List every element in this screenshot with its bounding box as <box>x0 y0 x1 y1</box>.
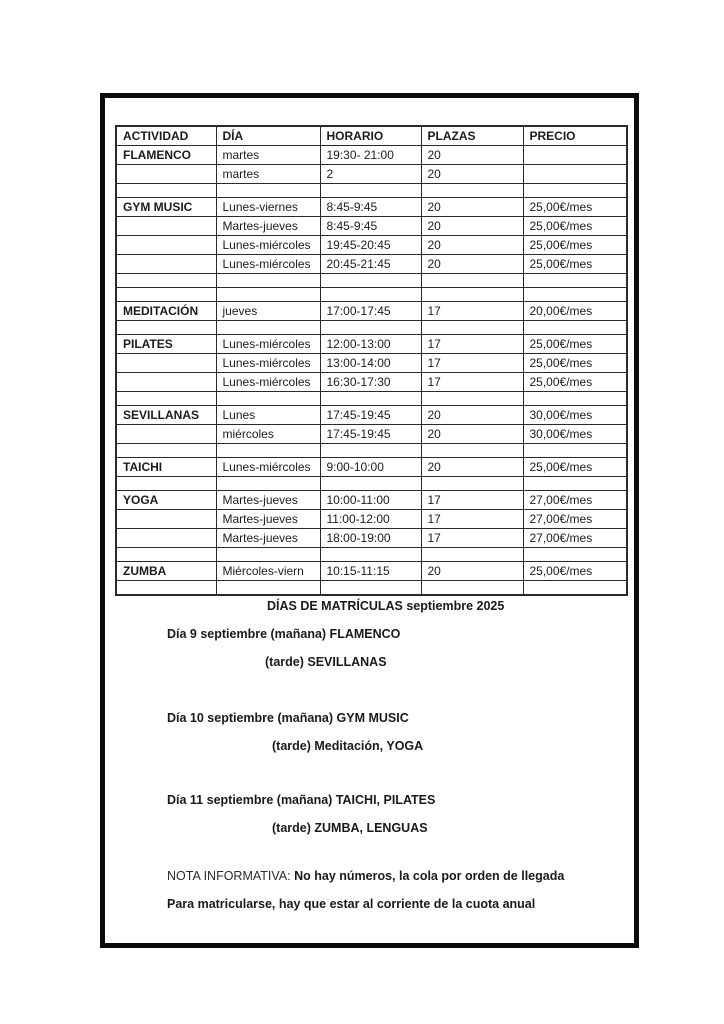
table-row <box>116 335 627 354</box>
table-cell: YOGA <box>116 491 216 510</box>
table-cell: Martes-jueves <box>216 529 320 548</box>
table-cell: 2 <box>320 165 421 184</box>
table-cell: Martes-jueves <box>216 510 320 529</box>
table-cell: Lunes-miércoles <box>216 335 320 354</box>
table-cell: 8:45-9:45 <box>320 217 421 236</box>
document-border-frame <box>100 93 639 948</box>
table-cell <box>523 184 627 198</box>
table-row <box>116 146 627 165</box>
table-row <box>116 236 627 255</box>
table-cell <box>116 548 216 562</box>
schedule-table-body <box>116 146 627 596</box>
table-cell: 20,00€/mes <box>523 302 627 321</box>
table-cell: 17 <box>421 302 523 321</box>
table-cell <box>216 392 320 406</box>
table-cell: Lunes-miércoles <box>216 458 320 477</box>
table-cell <box>523 146 627 165</box>
table-cell <box>320 184 421 198</box>
enrollment-requirement-note: Para matricularse, hay que estar al corriente de la cuota anual <box>167 897 536 911</box>
table-cell <box>116 236 216 255</box>
note-prefix: NOTA INFORMATIVA: <box>167 869 295 883</box>
table-header-row <box>116 126 627 146</box>
table-cell <box>216 321 320 335</box>
table-row <box>116 302 627 321</box>
table-cell <box>116 217 216 236</box>
table-cell: 27,00€/mes <box>523 510 627 529</box>
table-cell: Lunes-miércoles <box>216 255 320 274</box>
table-cell <box>421 477 523 491</box>
table-cell <box>116 444 216 458</box>
table-cell <box>320 444 421 458</box>
table-cell: 17:45-19:45 <box>320 425 421 444</box>
enrollment-day10-afternoon: (tarde) Meditación, YOGA <box>272 739 424 753</box>
table-cell: 11:00-12:00 <box>320 510 421 529</box>
table-cell <box>116 425 216 444</box>
header-actividad: ACTIVIDAD <box>116 126 216 146</box>
table-row <box>116 165 627 184</box>
table-cell <box>216 444 320 458</box>
table-cell <box>216 184 320 198</box>
table-cell: 25,00€/mes <box>523 217 627 236</box>
informative-note <box>167 869 564 884</box>
enrollment-title: DÍAS DE MATRÍCULAS septiembre 2025 <box>267 599 505 613</box>
table-cell: SEVILLANAS <box>116 406 216 425</box>
table-cell: Lunes-miércoles <box>216 236 320 255</box>
table-row <box>116 255 627 274</box>
table-row <box>116 274 627 288</box>
table-cell <box>116 354 216 373</box>
table-cell: 25,00€/mes <box>523 458 627 477</box>
table-cell: 12:00-13:00 <box>320 335 421 354</box>
table-cell: Lunes <box>216 406 320 425</box>
table-cell: 20 <box>421 458 523 477</box>
table-cell <box>421 288 523 302</box>
table-cell: 20:45-21:45 <box>320 255 421 274</box>
table-row <box>116 529 627 548</box>
table-cell: 17 <box>421 335 523 354</box>
table-cell: 20 <box>421 165 523 184</box>
table-cell: 8:45-9:45 <box>320 198 421 217</box>
table-cell <box>320 288 421 302</box>
table-cell <box>216 274 320 288</box>
table-row <box>116 510 627 529</box>
table-cell <box>116 392 216 406</box>
table-cell <box>116 184 216 198</box>
table-row <box>116 491 627 510</box>
header-precio: PRECIO <box>523 126 627 146</box>
table-cell: 27,00€/mes <box>523 491 627 510</box>
table-cell: 17:00-17:45 <box>320 302 421 321</box>
table-cell <box>116 529 216 548</box>
table-cell <box>421 444 523 458</box>
table-row <box>116 373 627 392</box>
table-cell <box>421 581 523 596</box>
table-cell <box>216 548 320 562</box>
table-cell: 17:45-19:45 <box>320 406 421 425</box>
table-row <box>116 184 627 198</box>
table-cell: 20 <box>421 255 523 274</box>
table-cell <box>421 321 523 335</box>
header-plazas: PLAZAS <box>421 126 523 146</box>
enrollment-day11-afternoon: (tarde) ZUMBA, LENGUAS <box>272 821 428 835</box>
enrollment-day10-morning: Día 10 septiembre (mañana) GYM MUSIC <box>167 711 409 725</box>
table-cell: 25,00€/mes <box>523 255 627 274</box>
table-cell: GYM MUSIC <box>116 198 216 217</box>
schedule-table <box>115 125 628 596</box>
table-cell: 20 <box>421 406 523 425</box>
table-cell: 17 <box>421 354 523 373</box>
header-dia: DÍA <box>216 126 320 146</box>
table-cell: Lunes-miércoles <box>216 354 320 373</box>
table-row <box>116 562 627 581</box>
table-row <box>116 288 627 302</box>
table-cell: PILATES <box>116 335 216 354</box>
table-row <box>116 458 627 477</box>
table-cell: 27,00€/mes <box>523 529 627 548</box>
table-row <box>116 217 627 236</box>
table-row <box>116 581 627 596</box>
table-cell <box>216 477 320 491</box>
table-cell: martes <box>216 146 320 165</box>
table-cell <box>116 288 216 302</box>
table-cell <box>523 321 627 335</box>
table-cell <box>523 581 627 596</box>
table-cell: Martes-jueves <box>216 217 320 236</box>
enrollment-day9-afternoon: (tarde) SEVILLANAS <box>265 655 387 669</box>
table-cell: FLAMENCO <box>116 146 216 165</box>
table-cell: 17 <box>421 529 523 548</box>
table-cell: 20 <box>421 198 523 217</box>
table-cell <box>421 274 523 288</box>
table-cell: 16:30-17:30 <box>320 373 421 392</box>
enrollment-day9-morning: Día 9 septiembre (mañana) FLAMENCO <box>167 627 401 641</box>
table-row <box>116 392 627 406</box>
table-cell: TAICHI <box>116 458 216 477</box>
table-cell: 19:45-20:45 <box>320 236 421 255</box>
table-cell: 25,00€/mes <box>523 335 627 354</box>
table-cell: 10:15-11:15 <box>320 562 421 581</box>
table-cell: MEDITACIÓN <box>116 302 216 321</box>
table-row <box>116 477 627 491</box>
table-cell <box>320 321 421 335</box>
table-cell: 19:30- 21:00 <box>320 146 421 165</box>
table-cell: 20 <box>421 236 523 255</box>
table-cell <box>116 255 216 274</box>
table-row <box>116 444 627 458</box>
table-cell: 17 <box>421 491 523 510</box>
table-cell <box>320 581 421 596</box>
table-row <box>116 321 627 335</box>
table-cell: 17 <box>421 373 523 392</box>
table-cell: 25,00€/mes <box>523 562 627 581</box>
table-cell <box>320 477 421 491</box>
table-row <box>116 354 627 373</box>
table-cell: 20 <box>421 562 523 581</box>
table-cell: miércoles <box>216 425 320 444</box>
table-cell: 17 <box>421 510 523 529</box>
table-cell <box>523 548 627 562</box>
table-cell: 9:00-10:00 <box>320 458 421 477</box>
table-row <box>116 425 627 444</box>
table-cell <box>523 444 627 458</box>
table-cell <box>523 165 627 184</box>
table-cell <box>116 165 216 184</box>
table-cell: Lunes-viernes <box>216 198 320 217</box>
table-cell <box>116 274 216 288</box>
table-cell <box>320 548 421 562</box>
table-cell: 18:00-19:00 <box>320 529 421 548</box>
table-cell: 25,00€/mes <box>523 236 627 255</box>
note-highlight: No hay números, la cola por orden de llegada <box>294 869 565 883</box>
table-cell <box>116 373 216 392</box>
table-cell: 30,00€/mes <box>523 425 627 444</box>
table-row <box>116 548 627 562</box>
table-cell <box>116 581 216 596</box>
table-cell: 13:00-14:00 <box>320 354 421 373</box>
table-cell: 25,00€/mes <box>523 373 627 392</box>
table-cell <box>216 288 320 302</box>
table-cell: jueves <box>216 302 320 321</box>
table-cell: 20 <box>421 146 523 165</box>
table-cell <box>523 477 627 491</box>
table-cell: 25,00€/mes <box>523 198 627 217</box>
table-cell <box>421 184 523 198</box>
enrollment-day11-morning: Día 11 septiembre (mañana) TAICHI, PILATES <box>167 793 436 807</box>
table-cell: 20 <box>421 425 523 444</box>
table-cell <box>523 288 627 302</box>
table-cell <box>116 477 216 491</box>
table-cell: Lunes-miércoles <box>216 373 320 392</box>
table-cell: 25,00€/mes <box>523 354 627 373</box>
table-cell <box>116 510 216 529</box>
table-cell <box>116 321 216 335</box>
table-cell <box>320 274 421 288</box>
table-cell <box>421 392 523 406</box>
table-cell: 10:00-11:00 <box>320 491 421 510</box>
table-cell: Miércoles-viern <box>216 562 320 581</box>
table-cell: 20 <box>421 217 523 236</box>
table-cell <box>320 392 421 406</box>
header-horario: HORARIO <box>320 126 421 146</box>
table-cell: ZUMBA <box>116 562 216 581</box>
table-cell <box>421 548 523 562</box>
table-cell <box>523 274 627 288</box>
table-cell: 30,00€/mes <box>523 406 627 425</box>
table-row <box>116 406 627 425</box>
table-cell <box>523 392 627 406</box>
table-cell: martes <box>216 165 320 184</box>
table-cell: Martes-jueves <box>216 491 320 510</box>
table-row <box>116 198 627 217</box>
table-cell <box>216 581 320 596</box>
